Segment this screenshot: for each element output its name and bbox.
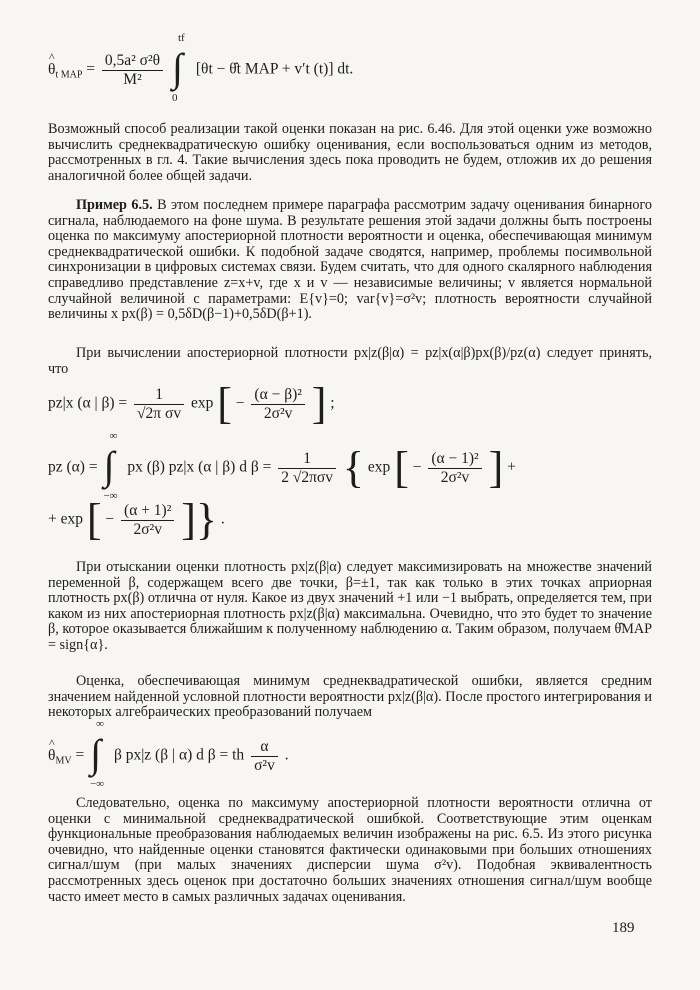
equation-mv-estimate: ^ $\theta_{MV}$ = ∞ ∫ −∞ β px|z (β | α) d β = th $\frac{\alpha}{\text{σ²v}}$ . <box>48 726 289 786</box>
eq3-numerator: 1 <box>278 450 336 469</box>
eq3-lhs: pz (α) = <box>48 458 98 476</box>
eq4-exp: + exp <box>48 510 83 528</box>
example-label: Пример 6.5. <box>76 197 153 213</box>
eq1-integral-lower: 0 <box>171 92 178 104</box>
paragraph-3: При вычислении апостериорной плотности px|z(β|α) = pz|x(α|β)px(β)/pz(α) следует принять, что <box>48 345 652 377</box>
eq1-numerator: 0,5a² σ²θ <box>102 52 163 71</box>
eq3-fraction <box>278 450 336 487</box>
eq2-fraction <box>134 386 184 423</box>
eq1-lhs: ^ θ <box>48 61 55 79</box>
page-number: 189 <box>612 920 635 936</box>
paragraph-5: Оценка, обеспечивающая минимум среднеквадратической ошибки, является средним значением найденной условной плотности вероятности px|z(β|α). После простого интегрирования и некоторых алгебраических преобразований получаем <box>48 673 652 721</box>
paragraph-4: При отыскании оценки плотность px|z(β|α) следует максимизировать на множестве значений переменной β, содержащем всего две точки, β=±1, так как только в этих точках априорная плотность px(β) отлична от нуля. Какое из двух значений +1 или −1 выбрать, определяется тем, при каком из них апостериорная плотность px|z(β|α) максимальна. Очевидно, что это будет то значение β, которое оказывается ближайшим к полученному наблюдению α. Таким образом, получаем θ̂MAP = sign{α}. <box>48 559 652 653</box>
eq1-lhs-sub: t MAP <box>55 69 83 81</box>
eq2-numerator: 1 <box>134 386 184 405</box>
eq3-integrand: px (β) pz|x (α | β) d β = <box>127 458 272 476</box>
eq3-denominator: 2 √2πσv <box>281 468 334 486</box>
eq1-denominator: M² <box>123 70 142 88</box>
eq3-integral-lower: −∞ <box>103 490 118 502</box>
eq5-lhs: ^ θ <box>48 747 55 765</box>
equation-map-estimate: ^ $\theta_{t MAP}$ = $\frac{\text{0,5a² σ²θ}}{\text{M²}}$ tf ∫ 0 [θt − θ̂t MAP + v′t (t)] dt. <box>48 40 353 100</box>
eq2-exp: exp <box>191 394 214 412</box>
example-text: В этом последнем примере параграфа рассмотрим задачу оценивания бинарного сигнала, наблюдаемого на фоне шума. В результате решения этой задачи должны быть построены оценка по максимуму апостериорной плотности вероятности и оценка, обеспечивающая минимум среднеквадратической ошибки. К подобной задаче сводятся, например, проблемы посимвольной синхронизации в цифровых системах связи. Будем считать, что для одного скалярного наблюдения справедливо представление z=x+v, где x и v — независимые величины; v является нормальной случайной величиной с параметрами: E{v}=0; var{v}=σ²v; плотность вероятности случайной величины x px(β) = 0,5δD(β−1)+0,5δD(β+1). <box>48 197 652 323</box>
eq5-numerator: α <box>251 738 278 757</box>
paragraph-1: Возможный способ реализации такой оценки показан на рис. 6.46. Для этой оценки уже возможно вычислить среднеквадратическую ошибку оценивания, если воспользоваться одним из методов, рассмотренных в гл. 4. Такие вычисления здесь пока проводить не будем, отложив их до решения аналогичной более общей задачи. <box>48 121 652 184</box>
eq1-integrand: [θt − θ̂t MAP + v′t (t)] dt. <box>195 60 354 78</box>
eq1-integral-sign: tf ∫ 0 <box>171 32 185 104</box>
equation-marginal-density: pz (α) = ∞ ∫ −∞ px (β) pz|x (α | β) d β = $\frac{1}{\text{2 √2πσv}}$ { exp [ − $\frac{\text{(α − 1)²}}{\text{2σ²v}}$ ] + <box>48 430 516 502</box>
eq1-fraction <box>102 52 163 89</box>
eq2-end: ; <box>330 394 335 412</box>
eq5-denominator: σ²v <box>254 756 275 774</box>
eq5-lhs-sub: MV <box>55 755 72 767</box>
eq3-exp: exp <box>367 458 391 476</box>
eq3-plus: + <box>507 458 516 476</box>
eq2-inner-denominator: 2σ²v <box>263 404 293 422</box>
eq2-inner-numerator: (α − β)² <box>251 386 304 405</box>
eq5-integrand: β px|z (β | α) d β = th <box>113 746 245 764</box>
eq1-integral-upper: tf <box>177 32 185 44</box>
eq5-integral-upper: ∞ <box>96 718 104 730</box>
eq2-inner-fraction <box>251 386 304 423</box>
eq5-end: . <box>284 746 289 764</box>
eq3-inner-fraction <box>428 450 481 487</box>
eq3-integral-upper: ∞ <box>109 430 118 442</box>
eq4-inner-denominator: 2σ²v <box>133 520 162 538</box>
eq3-inner-denominator: 2σ²v <box>440 468 470 486</box>
eq5-fraction <box>251 738 278 775</box>
eq4-end: . <box>220 510 225 528</box>
eq4-inner-fraction <box>121 502 174 539</box>
equation-marginal-density-continued: + exp [ − $\frac{\text{(α + 1)²}}{\text{2σ²v}}$ ]} . <box>48 495 225 544</box>
eq2-lhs: pz|x (α | β) = <box>48 394 128 412</box>
eq2-denominator: √2π σv <box>137 404 182 422</box>
eq3-inner-numerator: (α − 1)² <box>428 450 481 469</box>
eq3-integral-sign: ∞ ∫ −∞ <box>103 430 118 502</box>
equation-conditional-density: pz|x (α | β) = $\frac{1}{\text{√2π σv}}$ exp [ − $\frac{\text{(α − β)²}}{\text{2σ²v}}$ ] ; <box>48 379 335 428</box>
eq5-integral-lower: −∞ <box>90 778 105 790</box>
paragraph-6: Следовательно, оценка по максимуму апостериорной плотности вероятности отлична от оценки с минимальной среднеквадратической ошибкой. Соответствующие этим оценкам функциональные преобразования наблюдаемых величин изображены на рис. 6.5. Из этого рисунка очевидно, что найденные оценки становятся фактически одинаковыми при больших отношениях сигнал/шум (при малых значениях дисперсии шума σ²v). Подобная эквивалентность рассмотренных здесь оценок при достаточно больших значениях отношения сигнал/шум вообще часто имеет место в самых различных задачах оценивания. <box>48 795 652 905</box>
paragraph-example-6-5 <box>48 198 652 323</box>
eq4-inner-numerator: (α + 1)² <box>121 502 174 521</box>
eq5-integral-sign: ∞ ∫ −∞ <box>90 718 105 790</box>
